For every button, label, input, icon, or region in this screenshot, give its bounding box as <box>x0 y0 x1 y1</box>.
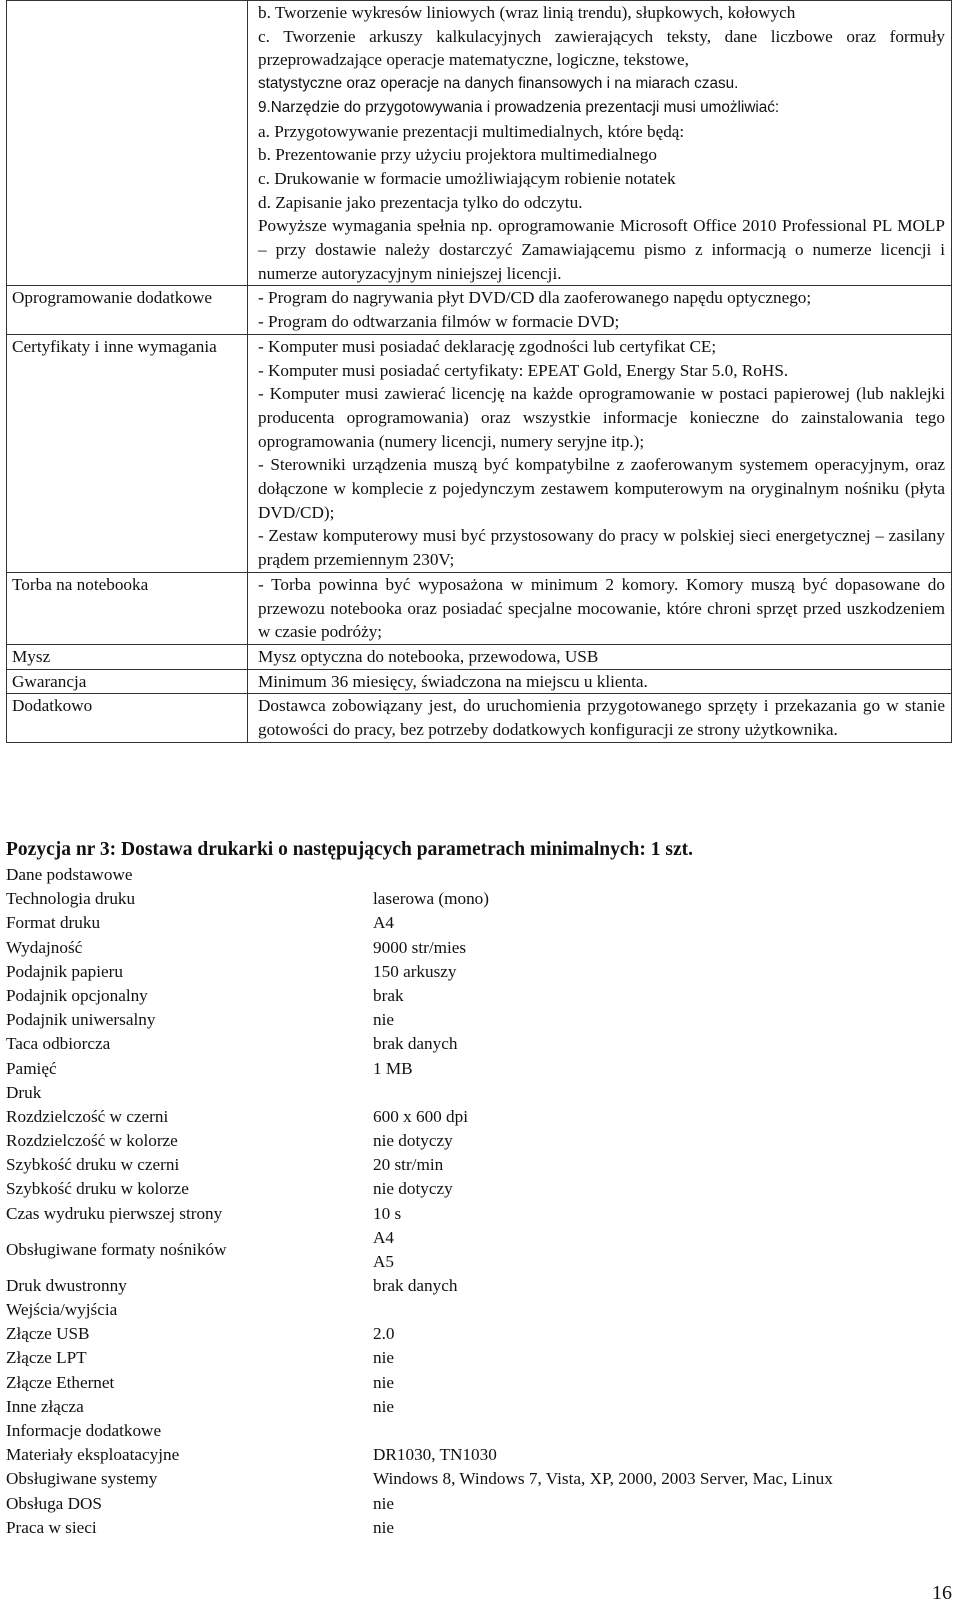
warranty-label: Gwarancja <box>12 671 87 691</box>
spec-value: 1 MB <box>373 1058 413 1078</box>
printer-section-title: Pozycja nr 3: Dostawa drukarki o następujących parametrach minimalnych: 1 szt. <box>6 839 693 860</box>
software-label: Oprogramowanie dodatkowe <box>12 288 212 308</box>
row-label <box>7 694 248 742</box>
row-label <box>7 286 248 334</box>
spec-value: 10 s <box>373 1203 402 1223</box>
spec-key: Wejścia/wyjścia <box>6 1300 118 1319</box>
spec-key: Czas wydruku pierwszej strony <box>6 1203 223 1223</box>
spec-value: 9000 str/mies <box>373 937 467 957</box>
spec-key: Informacje dodatkowe <box>6 1420 162 1440</box>
list-item: - Zestaw komputerowy musi być przystosowany do pracy w polskiej sieci energetycznej – zasilany prądem przemiennym 230V; <box>258 526 945 570</box>
spec-key: Rozdzielczość w kolorze <box>6 1131 178 1151</box>
row-label <box>7 669 248 694</box>
spec-key: Druk dwustronny <box>6 1275 127 1295</box>
spec-value: DR1030, TN1030 <box>373 1445 497 1465</box>
spec-key: Praca w sieci <box>6 1517 97 1537</box>
spec-value-line: A5 <box>373 1251 395 1271</box>
row-value <box>248 334 952 572</box>
spec-key: Materiały eksploatacyjne <box>6 1445 180 1465</box>
spec-key: Rozdzielczość w czerni <box>6 1106 169 1126</box>
spec-value: nie <box>373 1348 394 1368</box>
spec-key: Wydajność <box>6 937 83 957</box>
spec-value: brak <box>373 985 404 1005</box>
text-line: Powyższe wymagania spełnia np. oprogramowanie Microsoft Office 2010 Professional PL MOLP – przy dostawie należy dostarczyć Zamawiającemu pismo z informacją o numerze licencji i numerze autoryzacyjnym niniejszej licencji. <box>258 216 945 283</box>
row-value <box>248 669 952 694</box>
list-item: - Program do odtwarzania filmów w formacie DVD; <box>258 312 620 332</box>
list-item: - Komputer musi zawierać licencję na każde oprogramowanie w postaci papierowej (lub naklejki producenta oprogramowania) oraz wszystkie informacje konieczne do zainstalowania tego oprogramowania (numery licencji, numery seryjne itp.); <box>258 384 945 451</box>
specification-table <box>6 0 952 743</box>
empty-label-cell <box>7 1 248 286</box>
spec-key: Złącze Ethernet <box>6 1372 115 1392</box>
spec-key: Druk <box>6 1082 42 1102</box>
text-line: d. Zapisanie jako prezentacja tylko do odczytu. <box>258 192 583 212</box>
text-line: c. Drukowanie w formacie umożliwiającym robienie notatek <box>258 168 676 188</box>
list-item: - Program do nagrywania płyt DVD/CD dla zaoferowanego napędu optycznego; <box>258 288 812 308</box>
mouse-value: Mysz optyczna do notebooka, przewodowa, USB <box>258 646 599 666</box>
spec-key: Podajnik opcjonalny <box>6 985 148 1005</box>
spec-key: Podajnik uniwersalny <box>6 1010 156 1030</box>
spec-value: nie dotyczy <box>373 1131 453 1151</box>
certificates-label: Certyfikaty i inne wymagania <box>12 336 217 356</box>
text-line: 9.Narzędzie do przygotowywania i prowadzenia prezentacji musi umożliwiać: <box>258 98 780 116</box>
spec-value: 600 x 600 dpi <box>373 1106 469 1126</box>
spec-key: Złącze USB <box>6 1324 90 1344</box>
text-line: a. Przygotowywanie prezentacji multimedialnych, które będą: <box>258 121 685 141</box>
list-item: - Komputer musi posiadać certyfikaty: EPEAT Gold, Energy Star 5.0, RoHS. <box>258 360 789 380</box>
spec-value: nie <box>373 1493 394 1513</box>
spec-key: Dane podstawowe <box>6 865 133 884</box>
table-row-software <box>7 286 952 334</box>
spec-value: nie <box>373 1396 394 1416</box>
table-row-additional <box>7 694 952 742</box>
spec-value: brak danych <box>373 1034 458 1054</box>
page-number: 16 <box>932 1582 952 1604</box>
row-label <box>7 572 248 644</box>
list-item: - Komputer musi posiadać deklarację zgodności lub certyfikat CE; <box>258 336 717 356</box>
additional-label: Dodatkowo <box>12 696 93 716</box>
spec-value: 20 str/min <box>373 1155 444 1175</box>
spec-key: Format druku <box>6 913 101 933</box>
bag-value: - Torba powinna być wyposażona w minimum 2 komory. Komory muszą być dopasowane do przewozu notebooka oraz posiadać specjalne mocowanie, które chroni sprzęt przed uszkodzeniem w czasie podróży; <box>258 574 945 642</box>
spec-key: Obsługa DOS <box>6 1493 102 1513</box>
row-value <box>248 694 952 742</box>
spec-value: nie <box>373 1372 394 1392</box>
spec-key: Złącze LPT <box>6 1348 87 1368</box>
spec-key: Szybkość druku w czerni <box>6 1155 180 1175</box>
text-line: b. Tworzenie wykresów liniowych (wraz linią trendu), słupkowych, kołowych <box>258 3 796 22</box>
spec-key: Podajnik papieru <box>6 961 123 981</box>
spec-value-line: A4 <box>373 1227 395 1247</box>
office-requirements-cell <box>248 1 952 286</box>
row-value <box>248 572 952 644</box>
text-line: c. Tworzenie arkuszy kalkulacyjnych zawierających teksty, dane liczbowe oraz formuły przeprowadzające operacje matematyczne, logiczne, tekstowe, <box>258 26 945 70</box>
warranty-value: Minimum 36 miesięcy, świadczona na miejscu u klienta. <box>258 671 648 691</box>
row-value <box>248 286 952 334</box>
text-line: b. Prezentowanie przy użyciu projektora multimedialnego <box>258 145 657 165</box>
mouse-label: Mysz <box>12 646 51 666</box>
table-row-warranty <box>7 669 952 694</box>
bag-label: Torba na notebooka <box>12 574 149 594</box>
table-row-office-continuation <box>7 1 952 286</box>
table-row-mouse <box>7 644 952 669</box>
additional-value: Dostawca zobowiązany jest, do uruchomienia przygotowanego sprzęty i przekazania go w stanie gotowości do pracy, bez potrzeby dodatkowych konfiguracji ze strony użytkownika. <box>258 696 945 740</box>
table-row-bag <box>7 572 952 644</box>
spec-value: A4 <box>373 913 395 933</box>
spec-value: nie dotyczy <box>373 1179 453 1199</box>
spec-value <box>373 1226 394 1274</box>
text-line: statystyczne oraz operacje na danych finansowych i na miarach czasu. <box>258 75 739 93</box>
spec-value: Windows 8, Windows 7, Vista, XP, 2000, 2003 Server, Mac, Linux <box>373 1469 833 1489</box>
spec-value: 2.0 <box>373 1324 395 1344</box>
spec-value: 150 arkuszy <box>373 961 457 981</box>
spec-key: Obsługiwane systemy <box>6 1469 158 1489</box>
spec-value: laserowa (mono) <box>373 889 489 909</box>
spec-key: Inne złącza <box>6 1396 84 1416</box>
row-label <box>7 334 248 572</box>
spec-value: nie <box>373 1517 394 1537</box>
spec-key: Obsługiwane formaty nośników <box>6 1239 227 1259</box>
list-item: - Sterowniki urządzenia muszą być kompatybilne z zaoferowanym systemem operacyjnym, oraz dołączone w komplecie z pojedynczym zestawem komputerowym na oryginalnym nośniku (płyta DVD/CD); <box>258 455 945 522</box>
spec-key: Taca odbiorcza <box>6 1034 111 1054</box>
spec-key: Szybkość druku w kolorze <box>6 1179 189 1199</box>
spec-value: brak danych <box>373 1275 458 1295</box>
spec-key: Pamięć <box>6 1058 57 1078</box>
table-row-certificates <box>7 334 952 572</box>
row-label <box>7 644 248 669</box>
spec-value: nie <box>373 1010 394 1030</box>
spec-key: Technologia druku <box>6 889 136 909</box>
row-value <box>248 644 952 669</box>
